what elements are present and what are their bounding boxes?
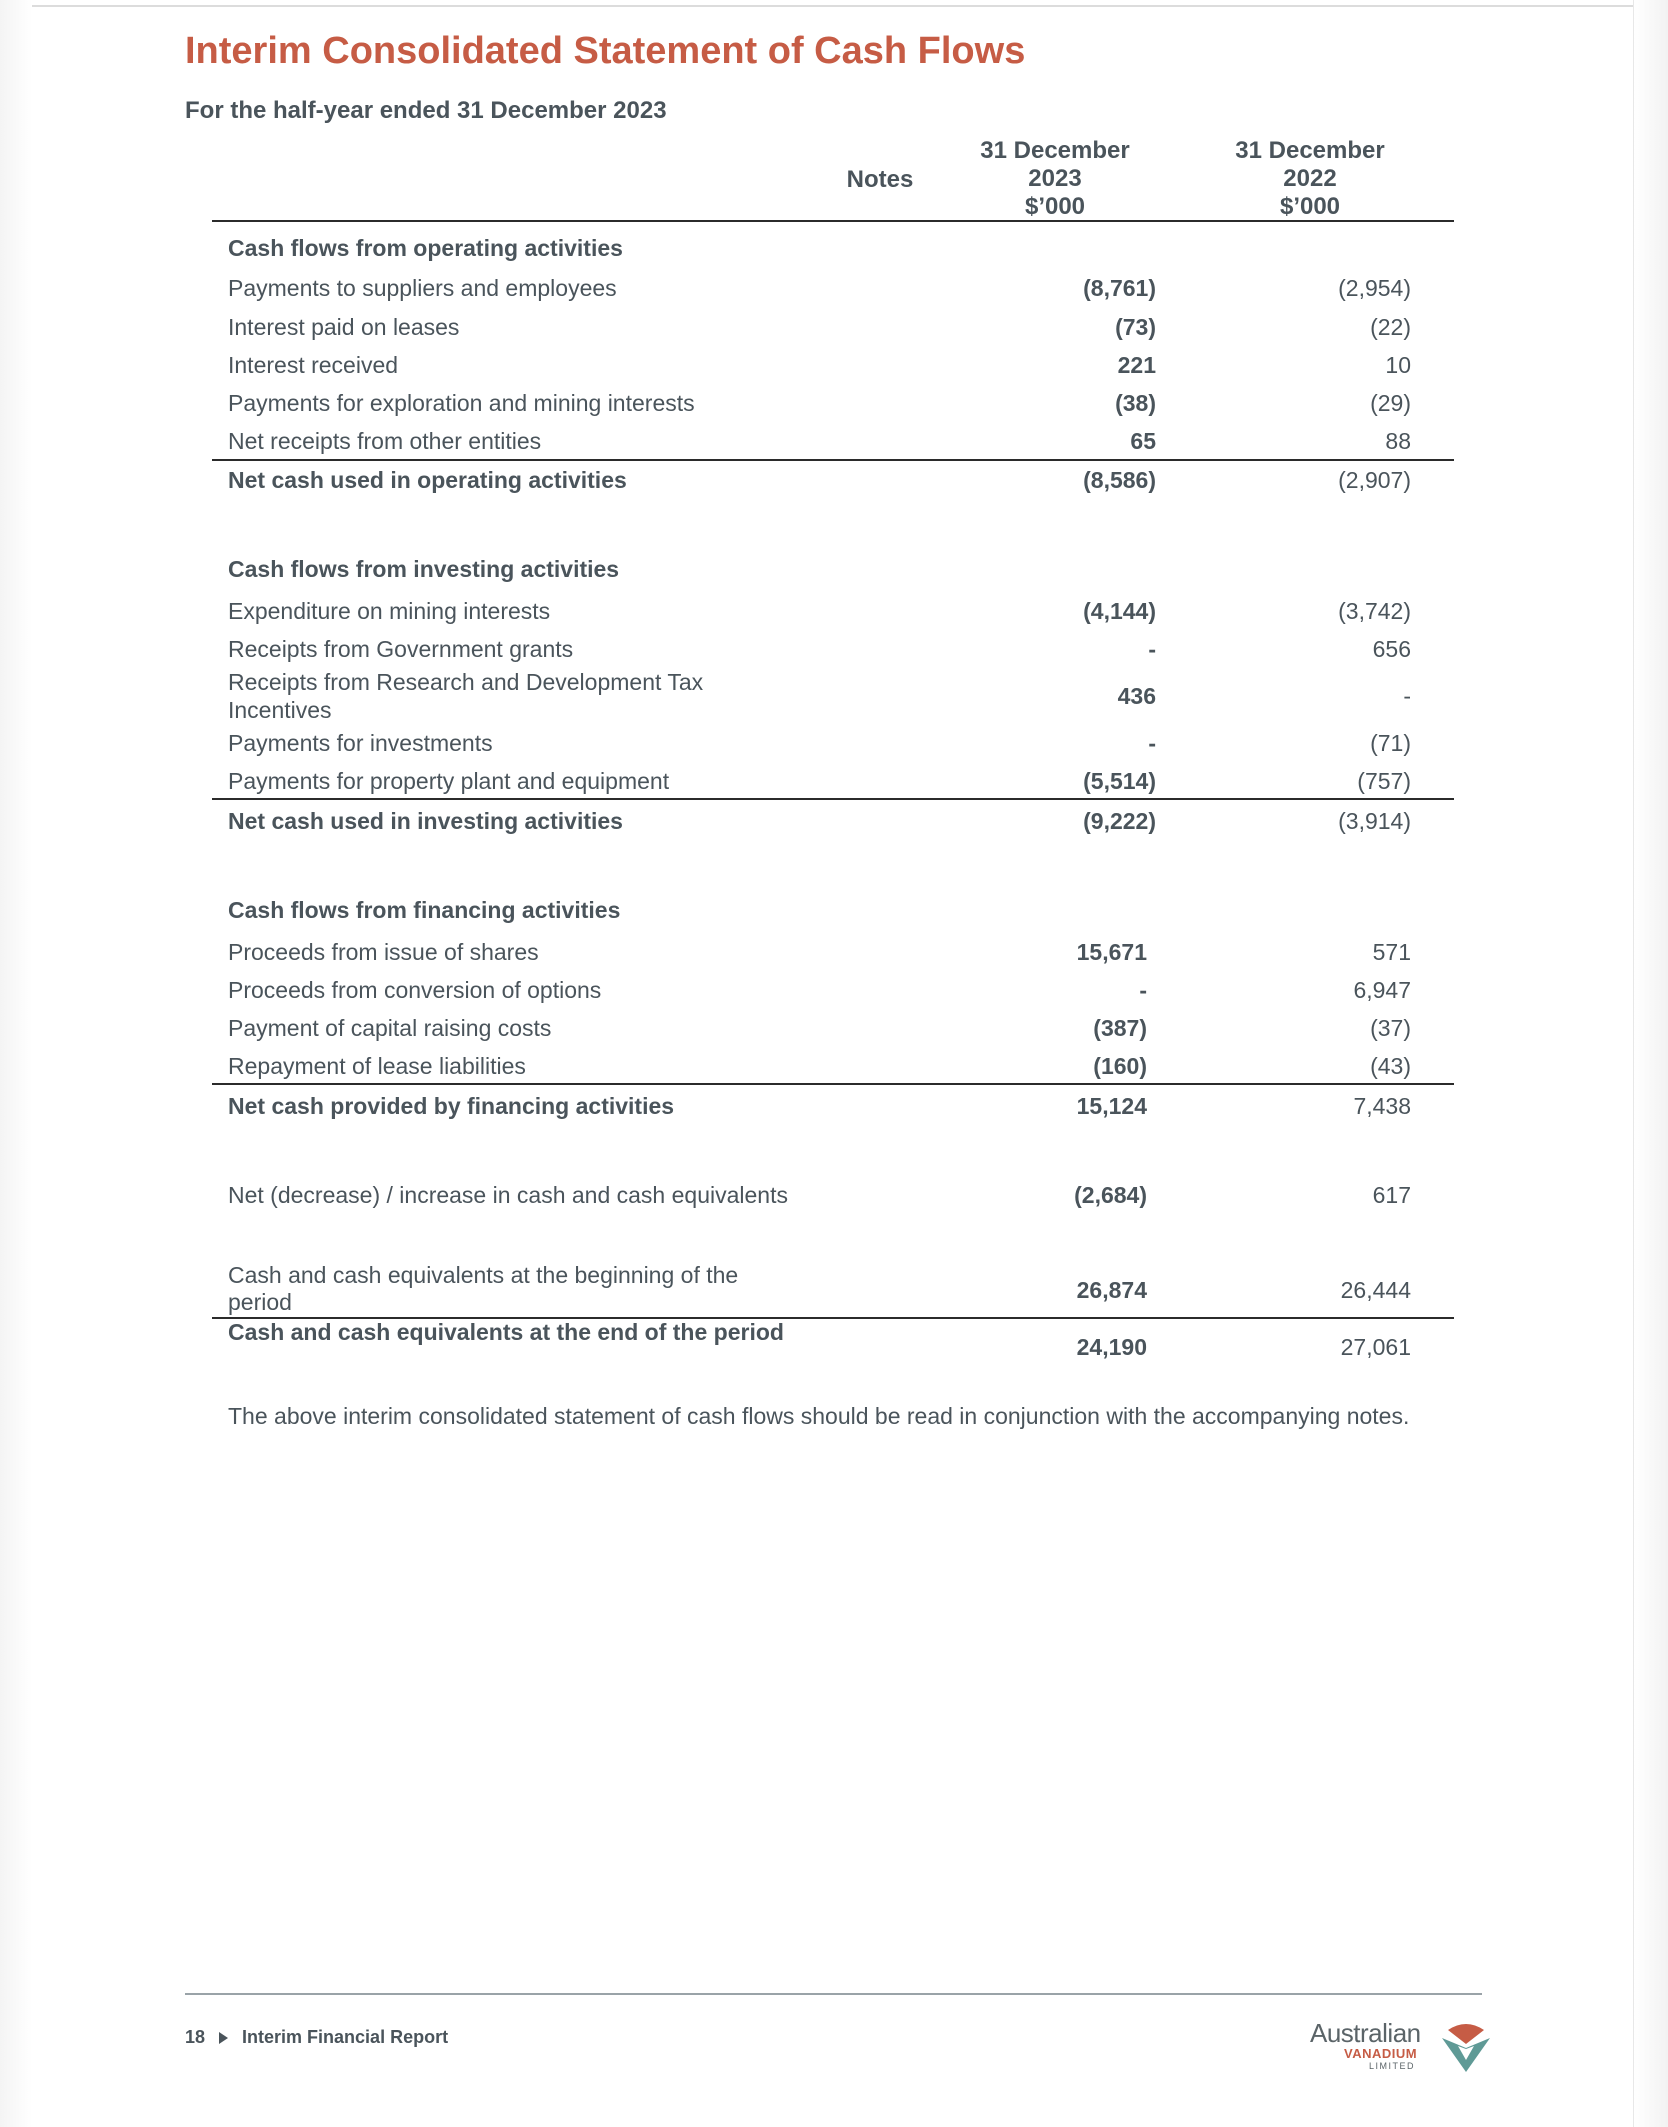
subtotal-rule <box>212 1083 1454 1085</box>
value-2022: 26,444 <box>1340 1277 1411 1303</box>
value-2022: (3,742) <box>1338 598 1411 624</box>
value-2023: (5,514) <box>1083 768 1156 794</box>
page-number: 18 <box>185 2027 206 2047</box>
column-header-2022 <box>1200 137 1420 221</box>
row-label: Net cash provided by financing activities <box>228 1093 675 1119</box>
footnote: The above interim consolidated statement of cash flows should be read in conjunction with the accompanying notes. <box>228 1403 1410 1429</box>
header-2023-line1: 31 December <box>980 137 1130 164</box>
value-2022: (22) <box>1370 314 1411 340</box>
header-rule <box>212 220 1454 222</box>
value-2023: 221 <box>1117 352 1156 378</box>
total-row-operating <box>212 466 1454 504</box>
row-label: Cash flows from operating activities <box>228 235 623 261</box>
value-2023: (8,761) <box>1083 275 1156 301</box>
value-2023: - <box>1148 730 1156 756</box>
report-name: Interim Financial Report <box>242 2027 449 2047</box>
value-2022: (2,954) <box>1338 275 1411 301</box>
table-row <box>212 597 1454 635</box>
footer-rule <box>185 1993 1482 1995</box>
row-label: Net cash used in operating activities <box>228 467 627 493</box>
total-row-financing <box>212 1092 1454 1130</box>
logo-word-vanadium: VANADIUM <box>1344 2046 1418 2061</box>
value-2023: - <box>1139 977 1147 1003</box>
page-top-border <box>0 5 1668 7</box>
logo-word-limited: LIMITED <box>1369 2061 1416 2071</box>
row-label: Cash flows from investing activities <box>228 556 620 582</box>
logo-word-australian: Australian <box>1310 2018 1421 2048</box>
footer <box>185 2027 448 2048</box>
triangle-right-icon <box>219 2032 228 2044</box>
total-row-investing <box>212 807 1454 845</box>
row-label: Repayment of lease liabilities <box>228 1053 526 1079</box>
value-2022: (757) <box>1357 768 1411 794</box>
total-row-closing-balance <box>212 1319 1454 1375</box>
row-label: Cash flows from financing activities <box>228 897 621 923</box>
row-label: Proceeds from issue of shares <box>228 939 539 965</box>
row-label: Net receipts from other entities <box>228 428 542 454</box>
column-header-2023 <box>945 137 1165 221</box>
value-2023: 65 <box>1130 428 1156 454</box>
section-heading-financing <box>212 896 1454 934</box>
page-subtitle: For the half-year ended 31 December 2023 <box>185 97 667 124</box>
value-2023: (160) <box>1093 1053 1147 1079</box>
value-2022: 10 <box>1385 352 1411 378</box>
header-2022-line2: 2022 <box>1283 165 1337 192</box>
row-label: Interest paid on leases <box>228 314 460 340</box>
table-row <box>212 351 1454 389</box>
value-2023: (8,586) <box>1083 467 1156 493</box>
header-2023-line2: 2023 <box>1028 165 1082 192</box>
value-2023: 436 <box>1117 683 1156 709</box>
value-2023: (73) <box>1115 314 1156 340</box>
page-right-edge <box>1633 0 1668 2127</box>
row-label: Net (decrease) / increase in cash and cash equivalents <box>228 1182 788 1208</box>
header-2023-line3: $’000 <box>1024 193 1086 220</box>
table-row <box>212 313 1454 351</box>
value-2022: 571 <box>1372 939 1411 965</box>
value-2022: 7,438 <box>1353 1093 1411 1119</box>
row-label: Payment of capital raising costs <box>228 1015 552 1041</box>
value-2022: (71) <box>1370 730 1411 756</box>
value-2022: (37) <box>1370 1015 1411 1041</box>
row-label: Payments to suppliers and employees <box>228 275 617 301</box>
value-2022: (43) <box>1370 1053 1411 1079</box>
value-2023: (38) <box>1115 390 1156 416</box>
table-row <box>212 976 1454 1014</box>
table-row <box>212 938 1454 976</box>
row-label: Receipts from Government grants <box>228 636 574 662</box>
row-label: Cash and cash equivalents at the beginning of the period <box>228 1262 739 1315</box>
row-label: Cash and cash equivalents at the end of the period <box>228 1319 784 1345</box>
value-2022: 88 <box>1385 428 1411 454</box>
subtotal-rule <box>212 459 1454 461</box>
notes-column-header <box>820 166 940 194</box>
value-2022: - <box>1403 683 1411 709</box>
section-heading-investing <box>212 555 1454 593</box>
row-label: Payments for exploration and mining interests <box>228 390 695 416</box>
value-2023: 15,671 <box>1076 939 1147 965</box>
notes-header-label: Notes <box>846 166 914 193</box>
table-row-net-change <box>212 1181 1454 1219</box>
value-2023: 15,124 <box>1076 1093 1147 1119</box>
table-row <box>212 1014 1454 1052</box>
value-2022: 656 <box>1372 636 1411 662</box>
subtotal-rule <box>212 798 1454 800</box>
table-row <box>212 274 1454 312</box>
row-label: Payments for investments <box>228 730 493 756</box>
header-2022-line1: 31 December <box>1235 137 1385 164</box>
row-label: Payments for property plant and equipment <box>228 768 670 794</box>
header-2022-line3: $’000 <box>1279 193 1341 220</box>
section-heading-operating <box>212 234 1454 272</box>
value-2022: (3,914) <box>1338 808 1411 834</box>
value-2023: (4,144) <box>1083 598 1156 624</box>
value-2023: 24,190 <box>1076 1334 1147 1360</box>
value-2023: (2,684) <box>1074 1182 1147 1208</box>
table-row <box>212 389 1454 427</box>
value-2022: 617 <box>1372 1182 1411 1208</box>
table-row <box>212 668 1454 728</box>
value-2022: (29) <box>1370 390 1411 416</box>
value-2023: (387) <box>1093 1015 1147 1041</box>
table-row-opening-balance <box>212 1262 1454 1318</box>
value-2022: 27,061 <box>1340 1334 1411 1360</box>
value-2022: 6,947 <box>1353 977 1411 1003</box>
table-row <box>212 729 1454 767</box>
row-label: Net cash used in investing activities <box>228 808 623 834</box>
page-left-margin <box>0 0 32 2127</box>
logo-mark-icon <box>1438 2018 1494 2074</box>
row-label: Proceeds from conversion of options <box>228 977 602 1003</box>
value-2023: - <box>1148 636 1156 662</box>
value-2023: (9,222) <box>1083 808 1156 834</box>
page-title: Interim Consolidated Statement of Cash Flows <box>185 30 1026 72</box>
row-label: Expenditure on mining interests <box>228 598 551 624</box>
value-2022: (2,907) <box>1338 467 1411 493</box>
value-2023: 26,874 <box>1076 1277 1147 1303</box>
company-logo <box>1310 2018 1490 2074</box>
row-label: Interest received <box>228 352 399 378</box>
row-label: Receipts from Research and Development Tax Incentives <box>228 669 704 723</box>
